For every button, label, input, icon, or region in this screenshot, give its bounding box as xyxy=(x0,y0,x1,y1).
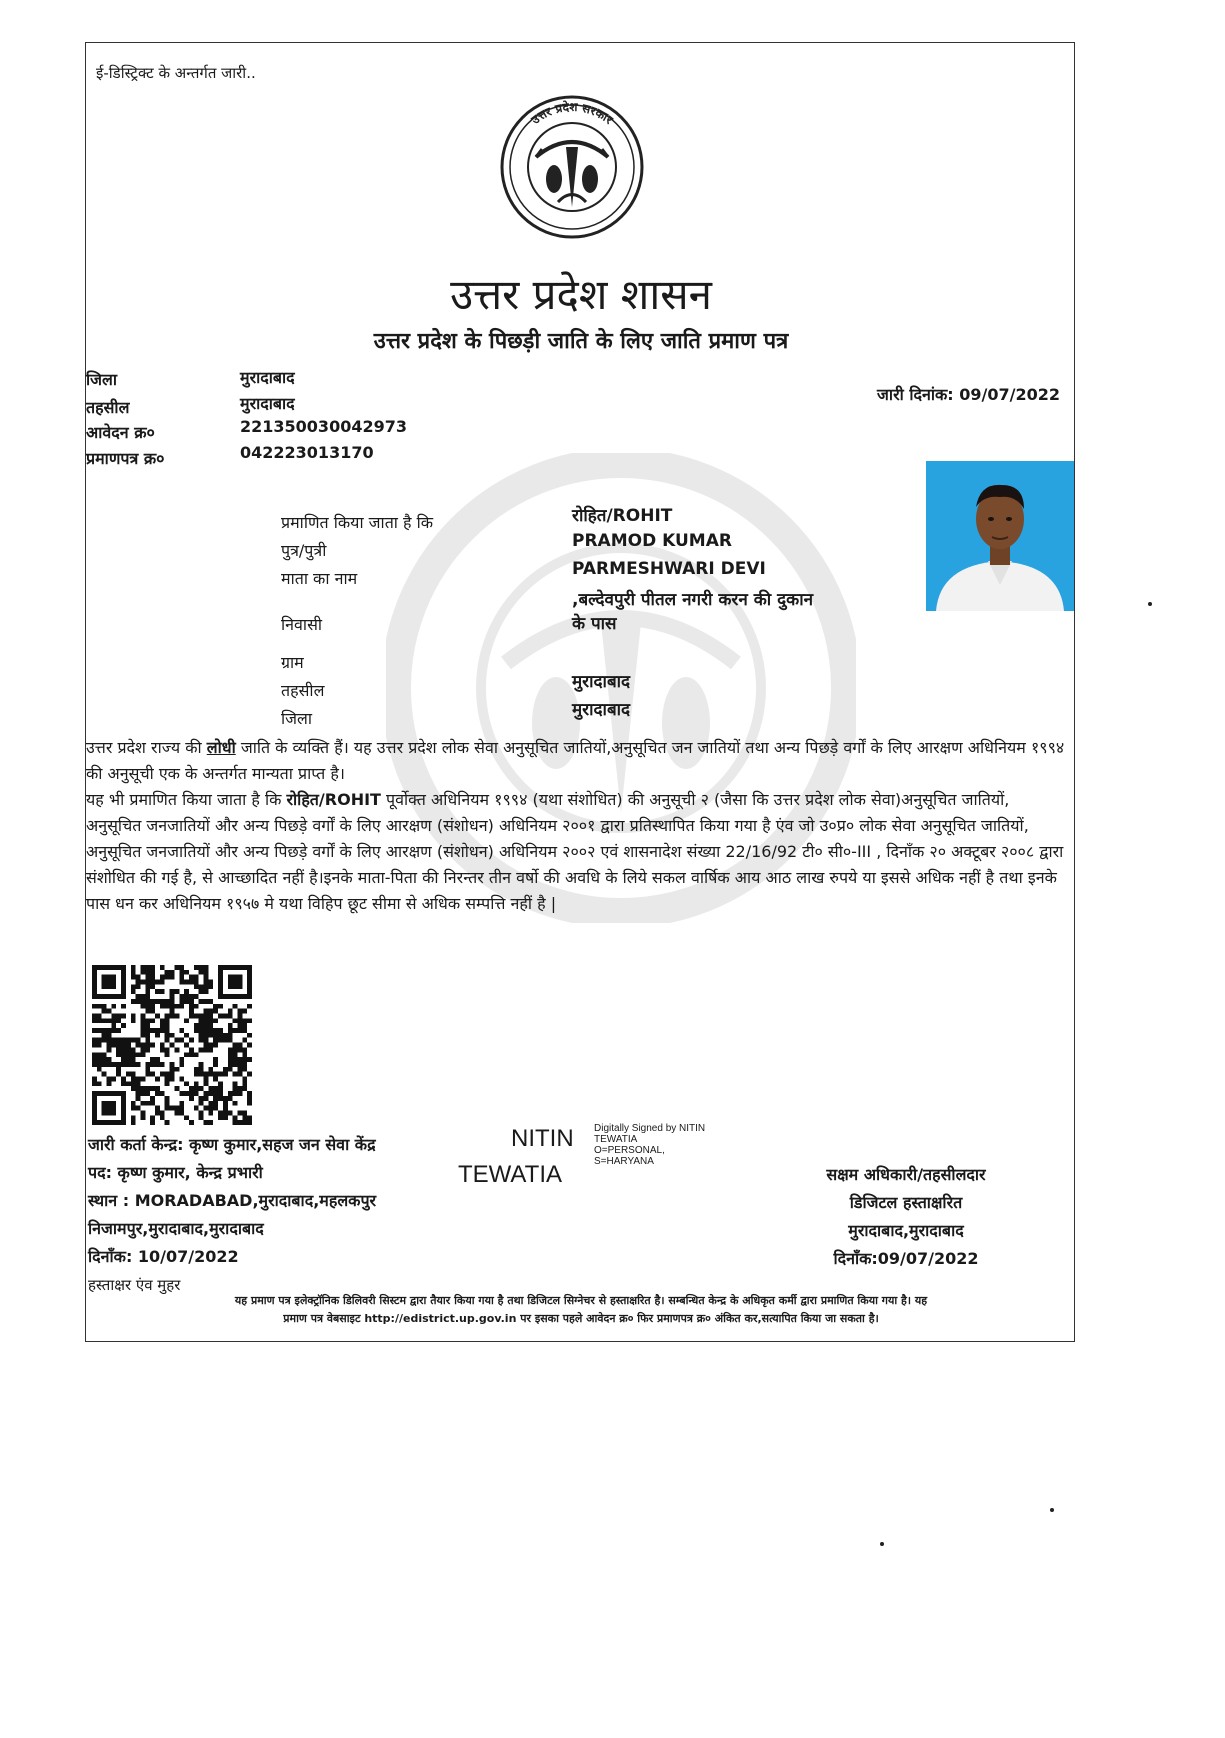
issue-date: जारी दिनांक: 09/07/2022 xyxy=(877,385,1060,404)
authority-place: मुरादाबाद,मुरादाबाद xyxy=(848,1221,964,1240)
field-tehsil-value: मुरादाबाद xyxy=(572,672,631,692)
body-holder-name: रोहित/ROHIT xyxy=(286,790,381,809)
application-number: 221350030042973 xyxy=(240,417,407,436)
certificate-title: उत्तर प्रदेश के पिछड़ी जाति के लिए जाति प्रमाण पत्र xyxy=(373,329,789,354)
district-value: मुरादाबाद xyxy=(240,368,295,387)
certificate-label: प्रमाणपत्र क्र० xyxy=(86,449,165,468)
body-paragraph-1: उत्तर प्रदेश राज्य की लोधी जाति के व्यक्ति हैं। यह उत्तर प्रदेश लोक सेवा अनुसूचित जातियों,अनुसूचित जन जातियों तथा अन्य पिछड़े वर्गों के लिए आरक्षण अधिनियम १९९४ की अनुसूची एक के अन्तर्गत मान्यता प्राप्त है। xyxy=(86,738,1065,783)
holder-name: रोहित/ROHIT xyxy=(572,506,673,526)
government-title: उत्तर प्रदेश शासन xyxy=(450,270,712,319)
qr-code xyxy=(92,965,252,1125)
emblem-text: उत्तर प्रदेश सरकार xyxy=(528,99,616,127)
footer-line1: यह प्रमाण पत्र इलेक्ट्रॉनिक डिलिवरी सिस्टम द्वारा तैयार किया गया है तथा डिजिटल सिग्नेचर से हस्ताक्षरित है। सम्बन्धित केन्द्र के अधिकृत कर्मी द्वारा प्रमाणित किया गया है। यह xyxy=(234,1294,928,1307)
tehsil-value: मुरादाबाद xyxy=(240,394,295,413)
scan-speck xyxy=(1148,602,1152,606)
certificate xyxy=(85,42,1075,1342)
certificate-number: 042223013170 xyxy=(240,443,374,462)
issuer-post: पद: कृष्ण कुमार, केन्द्र प्रभारी xyxy=(88,1163,263,1182)
certified-label: प्रमाणित किया जाता है कि xyxy=(281,513,434,532)
body-paragraph-2: यह भी प्रमाणित किया जाता है कि रोहित/ROHIT पूर्वोक्त अधिनियम १९९४ (यथा संशोधित) की अनुसूची २ (जैसा कि उत्तर प्रदेश लोक सेवा)अनुसूचित जातियों, अनुसूचित जनजातियों और अन्य पिछड़े वर्गों के लिए आरक्षण (संशोधन) अधिनियम २००१ द्वारा प्रतिस्थापित किया गया है एंव जो उ०प्र० लोक सेवा अनुसूचित जातियों, अनुसूचित जनजातियों और अन्य पिछड़े वर्गों के लिए आरक्षण (संशोधन) अधिनियम २००२ एवं शासनादेश संख्या 22/16/92 टी० सी०-III , दिनाँक २० अक्टूबर २००८ द्वारा संशोधित की गई है, से आच्छादित नहीं है।इनके माता-पिता की निरन्तर तीन वर्षो की अवधि के लिये सकल वार्षिक आय आठ लाख रुपये या इससे अधिक नहीं है तथा इनके पास धन कर अधिनियम १९५७ मे यथा विहिप छूट सीमा से अधिक सम्पत्ति नहीं है | xyxy=(86,790,1064,913)
field-district-value: मुरादाबाद xyxy=(572,700,631,720)
mother-name: PARMESHWARI DEVI xyxy=(572,559,766,579)
authority-date: दिनाँक:09/07/2022 xyxy=(833,1249,979,1268)
field-tehsil-label: तहसील xyxy=(281,681,325,700)
signature-details: Digitally Signed by NITIN TEWATIA O=PERSONAL, S=HARYANA xyxy=(594,1123,706,1167)
resident-value-line1: ,बल्देवपुरी पीतल नगरी करन की दुकान xyxy=(572,590,814,610)
signer-name-line2: TEWATIA xyxy=(458,1161,562,1188)
certificate-body xyxy=(86,735,1072,917)
signer-name-line1: NITIN xyxy=(511,1125,574,1152)
footer-line2: प्रमाण पत्र वेबसाइट http://edistrict.up.gov.in पर इसका पहले आवेदन क्र० फिर प्रमाणपत्र क्र० अंकित कर,सत्यापित किया जा सकता है। xyxy=(283,1312,879,1325)
caste-name: लोधी xyxy=(206,738,236,757)
sign-seal-label: हस्ताक्षर एंव मुहर xyxy=(88,1276,181,1294)
issuer-place-line2: निजामपुर,मुरादाबाद,मुरादाबाद xyxy=(88,1219,264,1238)
field-district-label: जिला xyxy=(281,709,313,728)
scan-speck xyxy=(1050,1508,1054,1512)
issuing-center: जारी कर्ता केन्द्र: कृष्ण कुमार,सहज जन सेवा केंद्र xyxy=(88,1135,376,1154)
application-label: आवेदन क्र० xyxy=(86,423,155,442)
issuer-date: दिनाँक: 10/07/2022 xyxy=(88,1247,239,1266)
header-note: ई-डिस्ट्रिक्ट के अन्तर्गत जारी.. xyxy=(96,64,256,82)
issuer-place-line1: स्थान : MORADABAD,मुरादाबाद,महलकपुर xyxy=(88,1191,377,1210)
father-name: PRAMOD KUMAR xyxy=(572,531,732,551)
son-of-label: पुत्र/पुत्री xyxy=(281,541,327,560)
district-label: जिला xyxy=(86,370,118,389)
village-label: ग्राम xyxy=(281,653,304,672)
authority-digital: डिजिटल हस्ताक्षरित xyxy=(849,1193,963,1212)
scan-speck xyxy=(880,1542,884,1546)
state-emblem xyxy=(496,87,648,247)
resident-label: निवासी xyxy=(281,615,323,634)
mother-label: माता का नाम xyxy=(281,569,358,588)
authority-title: सक्षम अधिकारी/तहसीलदार xyxy=(826,1165,986,1184)
resident-value-line2: के पास xyxy=(572,614,617,634)
tehsil-label: तहसील xyxy=(86,398,130,417)
applicant-photo xyxy=(926,461,1074,611)
